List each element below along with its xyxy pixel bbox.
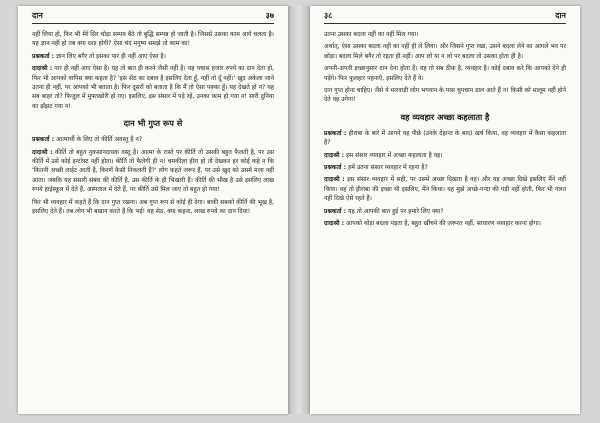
paragraph: फिर भी व्यवहार में कहते हैं कि दान गुप्त रखना। अब गुप्त रूप से कोई ही देगा। बाकी सबको कीर्ति की भूख है, इसलिए देते हैं। तब लोग भी बखान करते हैं कि भई! यह सेठ, क्या कहना, लाख रुपये का दान दिया!: [32, 198, 274, 216]
paragraph: दान गुप्त होना चाहिए। जैसे ये मारवाड़ी लोग भगवान के पास चुपचाप डाल आते हैं न! किसी को मालूम नहीं होने देते वह उगेगा!: [324, 87, 566, 104]
paragraph: उतना उसका बदला नहीं का नहीं मिल गया।: [324, 31, 419, 38]
paragraph: दादाश्री : इस संसार व्यवहार में अच्छा कहलाता है वह।: [324, 151, 443, 159]
left-content: [32, 30, 274, 217]
paragraph: दादाश्री : आपको थोड़ा बदला पड़ता है, बहुत खींचने की ज़रूरत नहीं, साधारण व्यवहार करना होगा।: [324, 220, 541, 228]
section-heading: वह व्यवहार अच्छा कहलाता है: [400, 111, 490, 122]
right-header-title: दान: [555, 11, 566, 20]
paragraph: प्रश्नकर्ता : हीराबा के बारे में आपने यह पीछे (उनके देहान्त के बाद) खर्च किया, वह व्यवहार में कैसा कहलाता है?: [324, 129, 566, 147]
left-page: [18, 6, 288, 414]
paragraph: दादाश्री : पार ही नहीं आए ऐसा है। यह तो बात ही करने जैसी नहीं है। यह पचास हजार रुपये का दान देता हो, फिर भी आपको वापिस क्या कहता है? 'इस सेठ का दबाव है इसलिए देता हूँ, नहीं तो दूँ नहीं।' खुद अकेला जाने उतना ही नहीं, पर आपको भी बताता है। फिर दूसरों को बताता है कि मैं तो ऐसा पक्का हूँ। यह देखते हो न? यह सब बाहर तो? फिज़ूल में मुफ्तखोरी हो गए। इसलिए, इस संसार में पड़े रहे, उनका काम हो गया न! सारी दुनिया का झँझट गया न!: [32, 65, 274, 110]
right-page-number: ३८: [324, 11, 333, 20]
paragraph: नहीं लिया हो, फिर भी मेरे सिर चोड़ा सम्पय बैठे तो बुद्धि सम्पन्न हो जाती है। जिससे उसका काम आगे चलता है। यह ज्ञान नहीं हो तब क्या दशा होगी? ऐसा चंद मनुष्य समझे तो काम का!: [32, 31, 274, 48]
left-header-title: दान: [32, 11, 43, 20]
section-heading: दान भी गुप्त रूप से: [123, 118, 183, 129]
left-page-number: ३७: [265, 11, 274, 20]
paragraph: दादाश्री : कीर्ति तो बहुत नुकसानदायक वस्तु है। आत्मा के रास्ते पर कीर्ति तो उसकी बहुत फैलती है, पर उस कीर्ति में उसे कोई इन्टरेस्ट नहीं होता। कीर्ति तो फैलेगी ही न! चमकीला हीरा हो तो देखकर हर कोई कहे न कि 'कितनी अच्छी लाईट आती है, किरणें कैसी निकलती हैं?' लोग कहते जरूर हैं, पर उसे खुद को उसमें मज़ा नहीं आता। जबकि यह संसारी संबंध की कीर्ति है, उस कीर्ति के ही भिखारी हैं। कीर्ति की भीख है उसे इसलिए लाख रुपये हाईस्कूल में देते हैं, अस्पताल में देते हैं, पर कीर्ति उसे मिल जाए तो बहुत हो गया!: [32, 148, 274, 194]
paragraph: प्रश्नकर्ता : यह तो आपकी बात हुई पर हमारे लिए क्या?: [324, 207, 444, 215]
paragraph: प्रश्नकर्ता : हमें उतना संसार व्यवहार में रहना है?: [324, 164, 428, 172]
paragraph: अपनी-अपनी इच्छानुसार दान देना होता है। यह तो सब ठीक है, व्यवहार है। कोई दबाव करे कि आपको देने ही पड़ेंगे। फिर फूलहार पहनाएँ, इसलिए देते हैं वे।: [324, 65, 566, 82]
paragraph: दादाश्री : इस संसार व्यवहार में सही, पर उसमें अच्छा दिखता है वह। और यह अच्छा दिखे इसलिए मैंने नहीं किया। वह तो हीराबा की इच्छा थी इसलिए, मैंने किया। यह मुझे अच्छे-गन्दा की पड़ी नहीं होती, फिर भी गलत नहीं दिखे ऐसे रहते हैं।: [324, 176, 566, 203]
paragraph: प्रश्नकर्ता : आत्मार्थी के लिए तो कीर्ति अवस्तु है न?: [32, 136, 143, 144]
left-page-header: [32, 10, 274, 24]
book-gutter: [288, 6, 310, 414]
right-page-header: [324, 10, 566, 24]
right-content: [324, 30, 566, 229]
paragraph: अर्थात्, ऐसा उसका बदला नहीं का नहीं ही ले लिया। और जिसने गुप्त रखा, उसने बदला लेने का आगले भव पर छोड़ा। बदला मिले बगैर तो रहता ही नहीं। आप लो या न लो पर बदला तो उसका होता ही है।: [324, 43, 566, 60]
right-page: [310, 6, 580, 414]
paragraph: प्रश्नकर्ता : ज्ञान लिए बगैर तो इसका पार ही नहीं आए ऐसा है।: [32, 52, 166, 60]
